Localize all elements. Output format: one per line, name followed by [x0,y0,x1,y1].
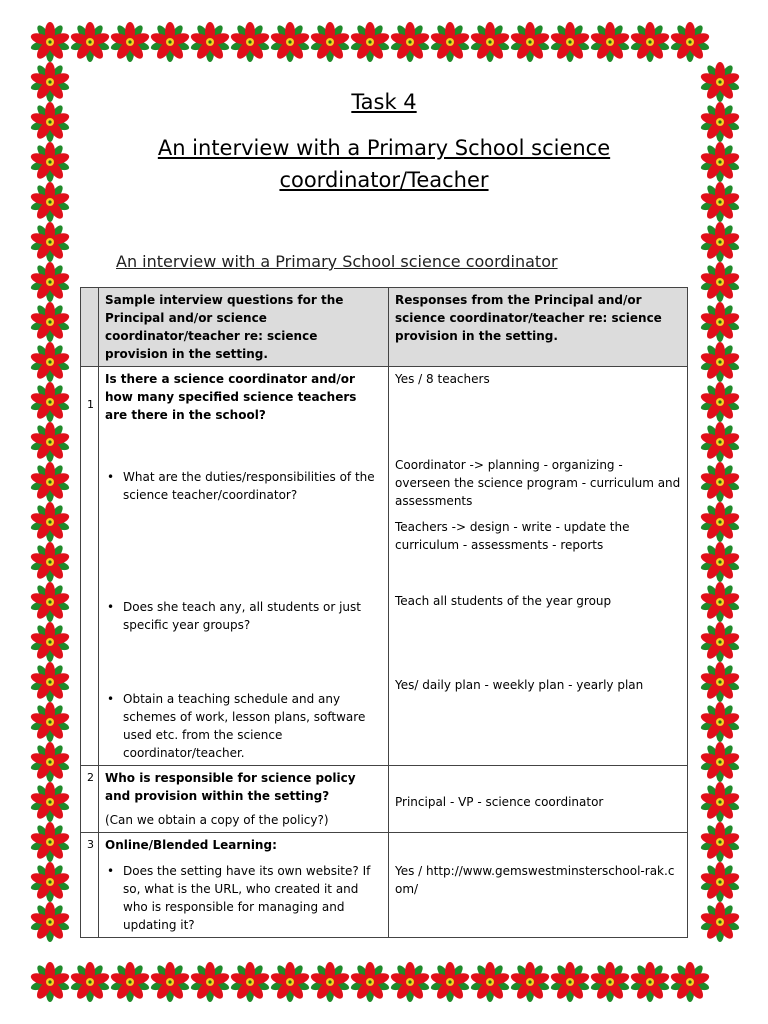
poinsettia-icon [550,22,590,62]
poinsettia-icon [670,22,710,62]
poinsettia-icon [700,62,740,102]
poinsettia-icon [30,902,70,942]
poinsettia-icon [30,302,70,342]
poinsettia-icon [230,962,270,1002]
poinsettia-icon [30,662,70,702]
poinsettia-icon [700,862,740,902]
poinsettia-icon [700,462,740,502]
poinsettia-icon [270,962,310,1002]
poinsettia-icon [30,462,70,502]
row-number: 3 [81,833,99,938]
poinsettia-icon [670,962,710,1002]
answer-text: Yes / 8 teachers [395,372,490,386]
poinsettia-icon [700,422,740,462]
poinsettia-icon [700,302,740,342]
poinsettia-icon [30,382,70,422]
question-cell [99,367,389,766]
question-cell [99,766,389,833]
poinsettia-icon [30,342,70,382]
poinsettia-icon [30,862,70,902]
bullet-text: Does she teach any, all students or just specific year groups? [123,600,361,632]
poinsettia-icon [150,22,190,62]
poinsettia-icon [30,822,70,862]
poinsettia-icon [30,182,70,222]
poinsettia-icon [700,262,740,302]
interview-table [80,287,688,938]
poinsettia-icon [70,22,110,62]
poinsettia-icon [700,342,740,382]
poinsettia-icon [700,542,740,582]
header-responses: Responses from the Principal and/or science coordinator/teacher re: science provision in the setting. [389,288,688,367]
question-text: Who is responsible for science policy and provision within the setting? [105,771,356,803]
poinsettia-icon [110,962,150,1002]
answer-link[interactable]: Yes / http://www.gemswestminsterschool-rak.com/ [395,864,675,896]
poinsettia-icon [30,102,70,142]
poinsettia-icon [30,502,70,542]
poinsettia-icon [700,102,740,142]
poinsettia-icon [30,542,70,582]
poinsettia-icon [590,22,630,62]
header-questions: Sample interview questions for the Principal and/or science coordinator/teacher re: science provision in the setting. [99,288,389,367]
question-note: (Can we obtain a copy of the policy?) [105,813,329,827]
poinsettia-icon [350,962,390,1002]
list-item [105,468,382,504]
question-cell [99,833,389,938]
poinsettia-icon [190,962,230,1002]
poinsettia-icon [150,962,190,1002]
poinsettia-icon [70,962,110,1002]
answer-text: Teach all students of the year group [395,594,612,608]
row-number-text: 1 [87,398,94,411]
header-num-cell [81,288,99,367]
document-page [76,60,692,960]
poinsettia-icon [700,182,740,222]
poinsettia-icon [630,22,670,62]
poinsettia-icon [630,962,670,1002]
poinsettia-icon [310,22,350,62]
poinsettia-icon [230,22,270,62]
poinsettia-icon [30,702,70,742]
poinsettia-icon [30,622,70,662]
poinsettia-icon [430,962,470,1002]
poinsettia-icon [30,742,70,782]
poinsettia-icon [510,22,550,62]
answer-text: Yes/ daily plan - weekly plan - yearly plan [395,678,644,692]
poinsettia-icon [700,382,740,422]
poinsettia-icon [550,962,590,1002]
answer-text: Coordinator -> planning - organizing - overseen the science program - curriculum and assessments [395,458,681,508]
poinsettia-icon [30,782,70,822]
poinsettia-icon [30,62,70,102]
bullet-text: What are the duties/responsibilities of the science teacher/coordinator? [123,470,375,502]
poinsettia-icon [30,222,70,262]
poinsettia-icon [700,582,740,622]
bullet-icon: • [107,600,115,614]
poinsettia-icon [30,262,70,302]
table-subtitle: An interview with a Primary School science coordinator [116,252,558,271]
poinsettia-icon [700,662,740,702]
answer-cell [389,367,688,766]
poinsettia-icon [590,962,630,1002]
main-title-line2: coordinator/Teacher [279,168,489,192]
table-header-row [81,288,688,367]
row-number: 2 [81,766,99,833]
list-item [105,862,382,934]
main-title [76,132,692,196]
poinsettia-icon [700,222,740,262]
table-row [81,833,688,938]
poinsettia-icon [700,622,740,662]
bullet-text: Obtain a teaching schedule and any schemes of work, lesson plans, software used etc. from the science coordinator/teacher. [123,692,366,760]
poinsettia-icon [700,902,740,942]
poinsettia-icon [30,22,70,62]
poinsettia-icon [390,22,430,62]
poinsettia-icon [30,422,70,462]
poinsettia-icon [700,822,740,862]
bullet-icon: • [107,864,115,878]
answer-cell [389,833,688,938]
question-text: Is there a science coordinator and/or how many specified science teachers are there in the school? [105,372,357,422]
poinsettia-icon [470,22,510,62]
main-title-line1: An interview with a Primary School science [157,136,611,160]
answer-cell [389,766,688,833]
poinsettia-icon [700,142,740,182]
poinsettia-icon [310,962,350,1002]
bullet-text: Does the setting have its own website? If so, what is the URL, who created it and who is responsible for managing and updating it? [123,864,371,932]
table-row [81,766,688,833]
poinsettia-icon [700,782,740,822]
row-number [81,367,99,766]
table-row [81,367,688,766]
list-item [105,598,382,634]
poinsettia-icon [110,22,150,62]
poinsettia-icon [510,962,550,1002]
bullet-icon: • [107,470,115,484]
answer-text: Principal - VP - science coordinator [395,795,604,809]
poinsettia-icon [700,702,740,742]
bullet-icon: • [107,692,115,706]
poinsettia-icon [470,962,510,1002]
poinsettia-icon [30,142,70,182]
poinsettia-icon [350,22,390,62]
poinsettia-icon [390,962,430,1002]
poinsettia-icon [700,502,740,542]
poinsettia-icon [190,22,230,62]
poinsettia-icon [30,582,70,622]
list-item [105,690,382,762]
task-title: Task 4 [351,90,417,114]
poinsettia-icon [270,22,310,62]
poinsettia-icon [700,742,740,782]
poinsettia-icon [30,962,70,1002]
answer-text: Teachers -> design - write - update the curriculum - assessments - reports [395,520,630,552]
question-text: Online/Blended Learning: [105,838,277,852]
poinsettia-icon [430,22,470,62]
